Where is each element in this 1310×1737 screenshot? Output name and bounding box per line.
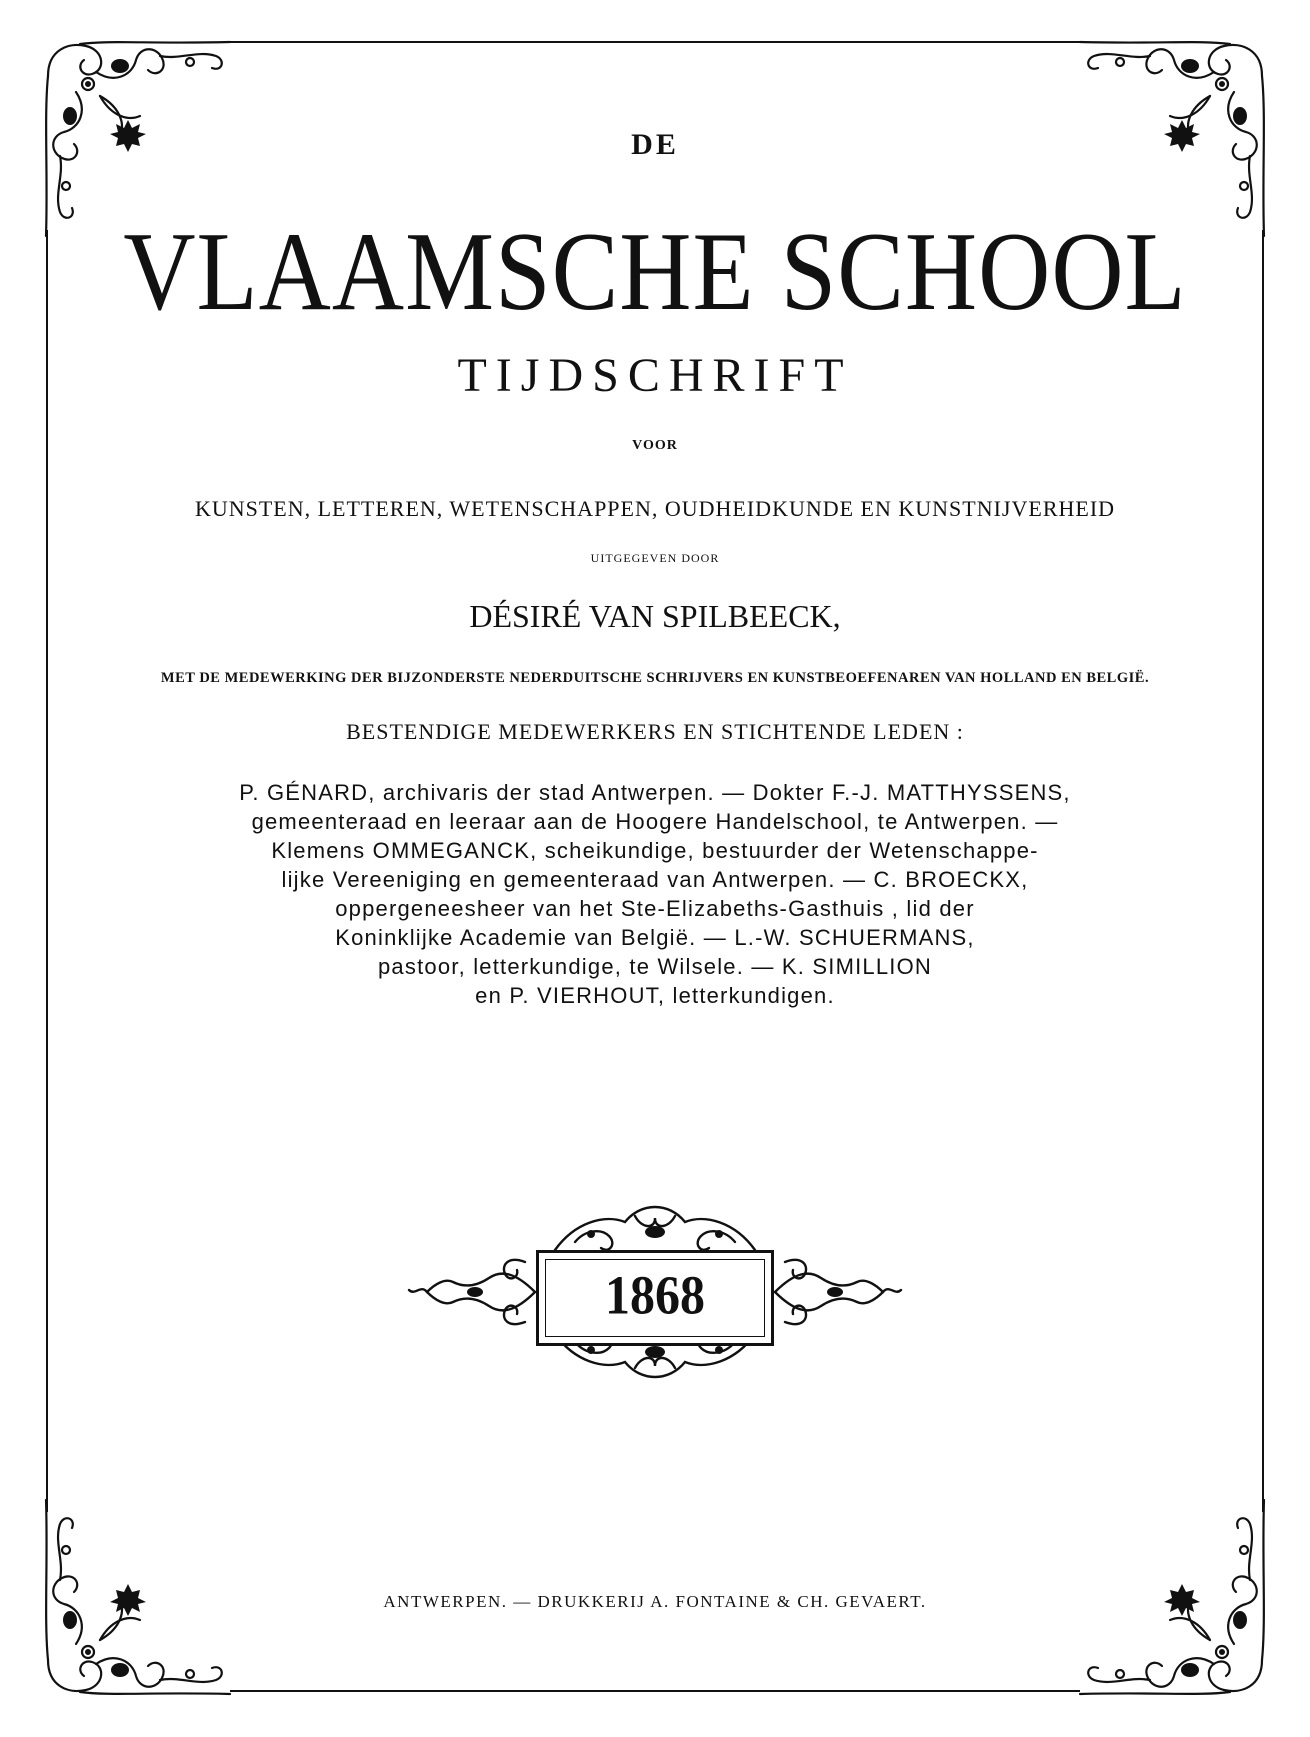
journal-subtitle: TIJDSCHRIFT xyxy=(457,349,853,402)
publication-year: 1868 xyxy=(605,1264,705,1326)
title-article: DE xyxy=(631,128,679,161)
contributors-line: Koninklijke Academie van België. — L.-W. SCHUERMANS, xyxy=(335,925,975,950)
contributors-line: en P. VIERHOUT, letterkundigen. xyxy=(475,983,835,1008)
contributors-line: pastoor, letterkundige, te Wilsele. — K. SIMILLION xyxy=(378,954,932,979)
corner-ornament-bottom-left xyxy=(40,1470,270,1700)
cooperation-line: MET DE MEDEWERKING DER BIJZONDERSTE NEDERDUITSCHE SCHRIJVERS EN KUNSTBEOEFENAREN VAN HOLLAND EN BELGIË. xyxy=(160,670,1150,686)
contributors-heading: BESTENDIGE MEDEWERKERS EN STICHTENDE LEDEN : xyxy=(346,719,964,744)
frame-bottom-rule xyxy=(230,1690,1080,1692)
imprint-line: ANTWERPEN. — DRUKKERIJ A. FONTAINE & CH. GEVAERT. xyxy=(383,1592,927,1611)
voor-label: VOOR xyxy=(632,438,678,453)
journal-title: VLAAMSCHE SCHOOL xyxy=(123,209,1187,334)
contributors-line: Klemens OMMEGANCK, scheikundige, bestuurder der Wetenschappe- xyxy=(271,838,1039,863)
contributors-line: oppergeneesheer van het Ste-Elizabeths-Gasthuis , lid der xyxy=(335,896,975,921)
contributors-line: gemeenteraad en leeraar aan de Hoogere Handelschool, te Antwerpen. — xyxy=(251,809,1059,834)
topics-line: KUNSTEN, LETTEREN, WETENSCHAPPEN, OUDHEIDKUNDE EN KUNSTNIJVERHEID xyxy=(194,496,1116,521)
contributors-line: lijke Vereeniging en gemeenteraad van Antwerpen. — C. BROECKX, xyxy=(281,867,1029,892)
publisher-label: UITGEGEVEN DOOR xyxy=(590,551,720,565)
contributors-line: P. GÉNARD, archivaris der stad Antwerpen. — Dokter F.-J. MATTHYSSENS, xyxy=(239,780,1071,805)
frame-top-rule xyxy=(230,41,1080,43)
contributors-list xyxy=(0,778,1310,1010)
corner-ornament-bottom-right xyxy=(1040,1470,1270,1700)
editor-name: DÉSIRÉ VAN SPILBEECK, xyxy=(469,598,841,634)
